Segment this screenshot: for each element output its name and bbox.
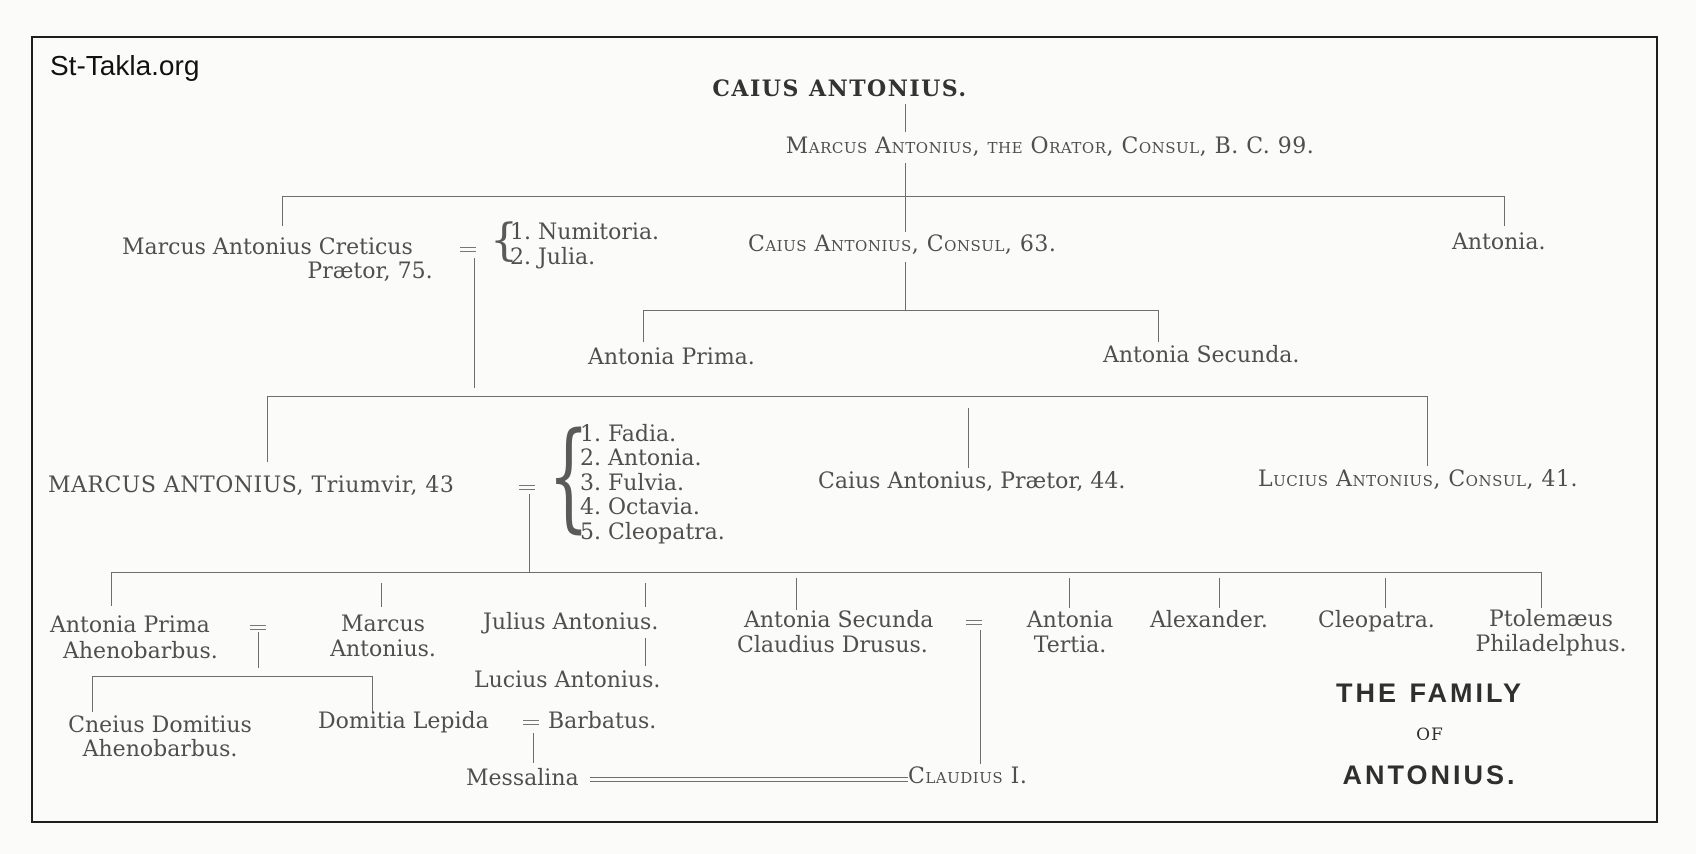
marcus-antonius-orator: Marcus Antonius, the Orator, Consul, B. C. 99.: [785, 134, 1315, 159]
connector-orator-children: [905, 163, 906, 197]
marriage-sign-domitia: [523, 720, 539, 725]
connector-root-orator: [905, 104, 906, 132]
barbatus: Barbatus.: [548, 709, 657, 734]
antonia-daughter: Antonia.: [1452, 230, 1546, 255]
drop-ptolemaeus: [1541, 572, 1542, 608]
drop-antonia-prima: [643, 310, 644, 342]
drop-cleopatra: [1385, 578, 1386, 608]
connector-secunda-claudius: [980, 630, 981, 764]
lucius-antonius-son: Lucius Antonius.: [474, 668, 661, 693]
marriage-sign-triumvir: [519, 485, 535, 490]
cneius-line2: Ahenobarbus.: [82, 737, 238, 762]
ahenobarbus-spouse: Ahenobarbus.: [63, 639, 218, 664]
antonia-secunda-child: Antonia Secunda: [744, 608, 934, 633]
drop-julius: [645, 583, 646, 607]
marcus-son-line1: Marcus: [341, 612, 425, 637]
generation5-bar: [111, 572, 1541, 573]
drop-caius-praetor: [968, 408, 969, 468]
caius-children-bar: [643, 310, 1158, 311]
antonia-tertia-line2: Tertia.: [1033, 633, 1107, 658]
antonia-tertia-line1: Antonia: [1026, 608, 1114, 633]
creticus-wife-2: 2. Julia.: [510, 245, 596, 270]
triumvir-wife-1: 1. Fadia.: [580, 422, 677, 447]
connector-domitia-messalina: [533, 733, 534, 763]
connector-julius-lucius: [645, 638, 646, 666]
cleopatra-daughter: Cleopatra.: [1318, 608, 1435, 633]
claudius-drusus: Claudius Drusus.: [737, 633, 928, 658]
marcus-son-line2: Antonius.: [330, 637, 436, 662]
claudius-i: Claudius I.: [908, 764, 1028, 789]
creticus-title: Prætor, 75.: [307, 259, 433, 284]
title-line1: THE FAMILY: [1335, 678, 1525, 708]
alexander: Alexander.: [1150, 608, 1268, 633]
connector-triumvir-children: [529, 494, 530, 572]
julius-antonius: Julius Antonius.: [483, 610, 659, 635]
cneius-line1: Cneius Domitius: [68, 713, 252, 738]
connector-creticus-children: [474, 258, 475, 388]
marriage-line-messalina-claudius: [590, 777, 908, 782]
drop-creticus: [282, 196, 283, 226]
drop-antonia-secunda: [1158, 310, 1159, 342]
generation4-bar: [267, 396, 1427, 397]
title-line2: OF: [1416, 725, 1444, 745]
caius-antonius-praetor: Caius Antonius, Prætor, 44.: [818, 469, 1126, 494]
drop-cneius: [92, 676, 93, 712]
drop-marcus: [381, 583, 382, 607]
brace-creticus: {: [490, 215, 518, 266]
triumvir-wife-5: 5. Cleopatra.: [580, 520, 725, 545]
caius-daughter-prima: Antonia Prima.: [588, 345, 755, 370]
brace-triumvir: {: [548, 406, 590, 544]
connector-prima-children: [258, 632, 259, 668]
lucius-antonius-consul: Lucius Antonius, Consul, 41.: [1258, 467, 1578, 492]
ptolemaeus-line2: Philadelphus.: [1475, 632, 1627, 657]
marcus-antonius-triumvir: MARCUS ANTONIUS, Triumvir, 43: [48, 473, 455, 498]
caius-antonius-consul: Caius Antonius, Consul, 63.: [748, 232, 1057, 257]
triumvir-wife-2: 2. Antonia.: [580, 446, 702, 471]
drop-caius: [905, 196, 906, 232]
triumvir-wife-3: 3. Fulvia.: [580, 471, 685, 496]
drop-antonia: [1504, 196, 1505, 226]
drop-tertia: [1069, 578, 1070, 608]
drop-antonia-prima-2: [111, 572, 112, 606]
connector-caius-children: [905, 262, 906, 310]
root-caius-antonius: CAIUS ANTONIUS.: [712, 76, 968, 102]
domitia-lepida: Domitia Lepida: [318, 709, 489, 734]
marriage-sign: [460, 247, 476, 252]
antonia-prima-child: Antonia Prima: [50, 613, 210, 638]
creticus-wife-1: 1. Numitoria.: [510, 220, 660, 245]
ptolemaeus-line1: Ptolemæus: [1489, 607, 1613, 632]
drop-alexander: [1219, 578, 1220, 608]
title-line3: ANTONIUS.: [1342, 760, 1518, 790]
generation3-bar: [282, 196, 1504, 197]
watermark: St-Takla.org: [50, 50, 200, 81]
drop-lucius: [1427, 396, 1428, 466]
marriage-sign-secunda: [966, 620, 982, 625]
drop-domitia: [372, 676, 373, 712]
creticus-name: Marcus Antonius Creticus: [122, 235, 413, 260]
drop-triumvir: [267, 396, 268, 462]
prima-children-bar: [92, 676, 372, 677]
messalina: Messalina: [466, 766, 579, 791]
caius-daughter-secunda: Antonia Secunda.: [1103, 343, 1300, 368]
drop-antonia-secunda-2: [796, 578, 797, 610]
marriage-sign-prima: [250, 625, 266, 630]
triumvir-wife-4: 4. Octavia.: [580, 495, 700, 520]
